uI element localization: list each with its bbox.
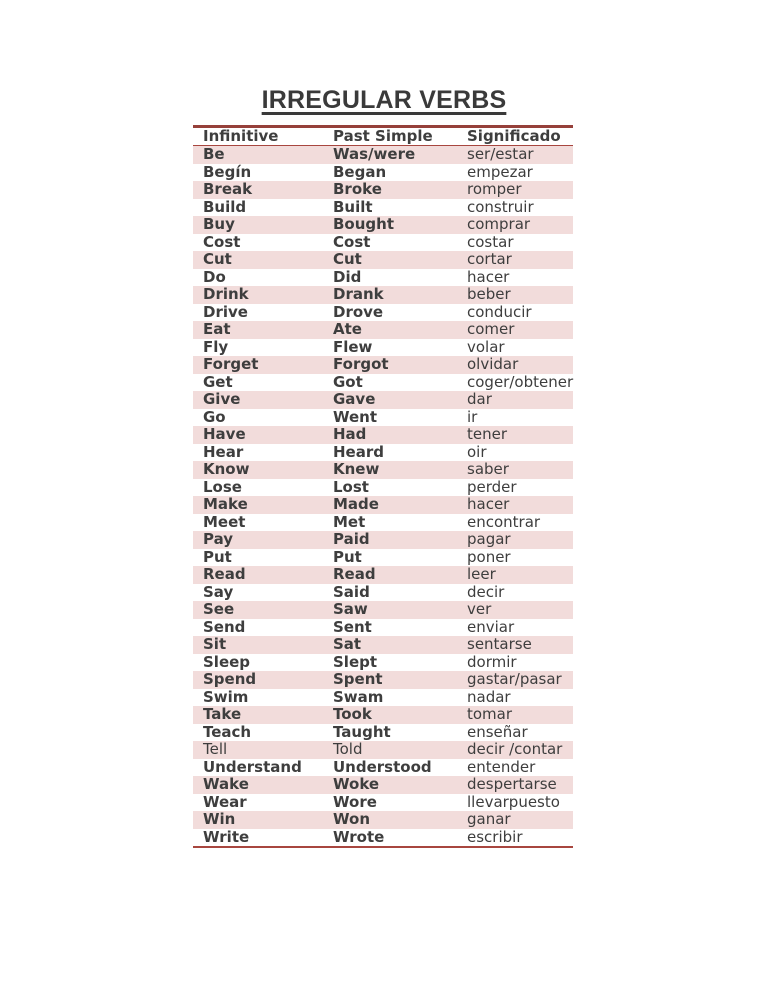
cell-infinitive: Go bbox=[203, 407, 226, 426]
table-row bbox=[193, 829, 573, 847]
cell-past-simple: Lost bbox=[333, 477, 369, 496]
cell-past-simple: Spent bbox=[333, 670, 383, 688]
cell-past-simple: Taught bbox=[333, 722, 391, 741]
cell-past-simple: Woke bbox=[333, 775, 380, 793]
cell-significado: poner bbox=[467, 547, 511, 566]
cell-infinitive: Cost bbox=[203, 232, 241, 251]
column-header-past-simple: Past Simple bbox=[333, 127, 433, 145]
cell-significado: comprar bbox=[467, 215, 531, 233]
table-row bbox=[193, 339, 573, 357]
cell-past-simple: Had bbox=[333, 425, 367, 443]
page-title bbox=[0, 86, 768, 115]
cell-infinitive: Do bbox=[203, 267, 226, 286]
cell-past-simple: Drank bbox=[333, 285, 384, 303]
cell-significado: olvidar bbox=[467, 355, 519, 373]
table-row bbox=[193, 304, 573, 322]
cell-infinitive: Build bbox=[203, 197, 247, 216]
cell-significado: decir bbox=[467, 582, 505, 601]
cell-past-simple: Got bbox=[333, 372, 363, 391]
cell-past-simple: Cut bbox=[333, 250, 362, 268]
irregular-verbs-table bbox=[193, 125, 573, 848]
cell-significado: enseñar bbox=[467, 722, 528, 741]
cell-significado: hacer bbox=[467, 267, 510, 286]
table-row bbox=[193, 479, 573, 497]
cell-significado: sentarse bbox=[467, 635, 532, 653]
cell-infinitive: Get bbox=[203, 372, 233, 391]
cell-significado: enviar bbox=[467, 617, 515, 636]
table-row bbox=[193, 234, 573, 252]
cell-significado: despertarse bbox=[467, 775, 557, 793]
cell-infinitive: Cut bbox=[203, 250, 232, 268]
cell-significado: entender bbox=[467, 757, 536, 776]
cell-infinitive: Sit bbox=[203, 635, 227, 653]
page-title-text: IRREGULAR VERBS bbox=[261, 86, 507, 114]
cell-past-simple: Began bbox=[333, 162, 387, 181]
cell-past-simple: Went bbox=[333, 407, 378, 426]
cell-past-simple: Sat bbox=[333, 635, 362, 653]
cell-past-simple: Sent bbox=[333, 617, 372, 636]
cell-past-simple: Heard bbox=[333, 442, 384, 461]
cell-significado: coger/obtener bbox=[467, 372, 574, 391]
table-row bbox=[193, 269, 573, 287]
table-row bbox=[193, 794, 573, 812]
table-row bbox=[193, 741, 573, 759]
table-row bbox=[193, 811, 573, 829]
cell-infinitive: Spend bbox=[203, 670, 257, 688]
cell-infinitive: Put bbox=[203, 547, 232, 566]
table-row bbox=[193, 496, 573, 514]
cell-infinitive: Sleep bbox=[203, 652, 251, 671]
cell-past-simple: Ate bbox=[333, 320, 362, 338]
cell-infinitive: Begín bbox=[203, 162, 252, 181]
cell-past-simple: Told bbox=[333, 740, 363, 758]
cell-infinitive: Be bbox=[203, 145, 225, 163]
cell-infinitive: Wear bbox=[203, 792, 247, 811]
cell-infinitive: Pay bbox=[203, 530, 234, 548]
table-row bbox=[193, 776, 573, 794]
cell-past-simple: Broke bbox=[333, 180, 382, 198]
cell-past-simple: Built bbox=[333, 197, 373, 216]
cell-infinitive: Meet bbox=[203, 512, 246, 531]
cell-significado: conducir bbox=[467, 302, 532, 321]
cell-past-simple: Made bbox=[333, 495, 379, 513]
cell-infinitive: Make bbox=[203, 495, 248, 513]
table-row bbox=[193, 391, 573, 409]
cell-infinitive: Break bbox=[203, 180, 253, 198]
cell-infinitive: Say bbox=[203, 582, 234, 601]
cell-significado: perder bbox=[467, 477, 517, 496]
table-row bbox=[193, 689, 573, 707]
cell-past-simple: Was/were bbox=[333, 145, 416, 163]
table-row bbox=[193, 181, 573, 199]
table-row bbox=[193, 461, 573, 479]
cell-significado: saber bbox=[467, 460, 509, 478]
cell-significado: nadar bbox=[467, 687, 511, 706]
cell-significado: leer bbox=[467, 565, 496, 583]
table-row bbox=[193, 164, 573, 182]
cell-past-simple: Met bbox=[333, 512, 366, 531]
cell-past-simple: Flew bbox=[333, 337, 373, 356]
cell-significado: costar bbox=[467, 232, 514, 251]
cell-infinitive: Buy bbox=[203, 215, 235, 233]
table-row bbox=[193, 671, 573, 689]
cell-significado: escribir bbox=[467, 827, 523, 846]
cell-past-simple: Cost bbox=[333, 232, 371, 251]
table-row bbox=[193, 584, 573, 602]
cell-infinitive: Know bbox=[203, 460, 250, 478]
cell-infinitive: Have bbox=[203, 425, 246, 443]
table-row bbox=[193, 531, 573, 549]
table-row bbox=[193, 146, 573, 164]
table-row bbox=[193, 759, 573, 777]
cell-infinitive: Teach bbox=[203, 722, 252, 741]
cell-infinitive: Hear bbox=[203, 442, 244, 461]
cell-past-simple: Said bbox=[333, 582, 370, 601]
cell-infinitive: Drink bbox=[203, 285, 249, 303]
cell-past-simple: Swam bbox=[333, 687, 384, 706]
cell-infinitive: Tell bbox=[203, 740, 228, 758]
cell-significado: tener bbox=[467, 425, 508, 443]
cell-infinitive: Take bbox=[203, 705, 242, 723]
cell-infinitive: Give bbox=[203, 390, 241, 408]
cell-significado: dar bbox=[467, 390, 492, 408]
column-header-infinitive: Infinitive bbox=[203, 127, 279, 145]
cell-infinitive: Send bbox=[203, 617, 246, 636]
table-row bbox=[193, 724, 573, 742]
cell-significado: ganar bbox=[467, 810, 511, 828]
cell-infinitive: Understand bbox=[203, 757, 302, 776]
cell-past-simple: Gave bbox=[333, 390, 376, 408]
cell-past-simple: Read bbox=[333, 565, 376, 583]
table-row bbox=[193, 321, 573, 339]
cell-past-simple: Won bbox=[333, 810, 370, 828]
cell-significado: romper bbox=[467, 180, 522, 198]
cell-significado: empezar bbox=[467, 162, 533, 181]
cell-significado: volar bbox=[467, 337, 505, 356]
table-body bbox=[193, 146, 573, 846]
cell-past-simple: Forgot bbox=[333, 355, 389, 373]
table-row bbox=[193, 654, 573, 672]
table-row bbox=[193, 706, 573, 724]
cell-past-simple: Saw bbox=[333, 600, 368, 618]
cell-past-simple: Wore bbox=[333, 792, 377, 811]
cell-past-simple: Took bbox=[333, 705, 372, 723]
cell-infinitive: See bbox=[203, 600, 235, 618]
table-row bbox=[193, 601, 573, 619]
cell-past-simple: Paid bbox=[333, 530, 370, 548]
cell-past-simple: Bought bbox=[333, 215, 395, 233]
table-row bbox=[193, 514, 573, 532]
cell-significado: cortar bbox=[467, 250, 512, 268]
cell-significado: tomar bbox=[467, 705, 513, 723]
cell-past-simple: Knew bbox=[333, 460, 380, 478]
cell-significado: oir bbox=[467, 442, 487, 461]
cell-significado: pagar bbox=[467, 530, 511, 548]
table-row bbox=[193, 356, 573, 374]
table-row bbox=[193, 216, 573, 234]
table-row bbox=[193, 426, 573, 444]
table-row bbox=[193, 636, 573, 654]
cell-significado: ser/estar bbox=[467, 145, 534, 163]
cell-significado: hacer bbox=[467, 495, 510, 513]
cell-infinitive: Lose bbox=[203, 477, 242, 496]
cell-past-simple: Wrote bbox=[333, 827, 385, 846]
cell-past-simple: Understood bbox=[333, 757, 432, 776]
table-header-row bbox=[193, 128, 573, 146]
cell-significado: encontrar bbox=[467, 512, 541, 531]
table-row bbox=[193, 619, 573, 637]
cell-infinitive: Drive bbox=[203, 302, 248, 321]
table-row bbox=[193, 444, 573, 462]
cell-past-simple: Put bbox=[333, 547, 362, 566]
cell-past-simple: Slept bbox=[333, 652, 378, 671]
cell-significado: llevarpuesto bbox=[467, 792, 560, 811]
cell-infinitive: Swim bbox=[203, 687, 249, 706]
column-header-significado: Significado bbox=[467, 127, 561, 145]
cell-significado: decir /contar bbox=[467, 740, 563, 758]
table-row bbox=[193, 251, 573, 269]
table-row bbox=[193, 549, 573, 567]
cell-significado: construir bbox=[467, 197, 534, 216]
table-row bbox=[193, 566, 573, 584]
cell-significado: ir bbox=[467, 407, 478, 426]
table-row bbox=[193, 199, 573, 217]
cell-past-simple: Did bbox=[333, 267, 362, 286]
cell-significado: beber bbox=[467, 285, 511, 303]
cell-infinitive: Eat bbox=[203, 320, 231, 338]
cell-infinitive: Read bbox=[203, 565, 246, 583]
table-row bbox=[193, 286, 573, 304]
cell-infinitive: Fly bbox=[203, 337, 229, 356]
cell-infinitive: Write bbox=[203, 827, 250, 846]
cell-infinitive: Wake bbox=[203, 775, 249, 793]
cell-infinitive: Forget bbox=[203, 355, 259, 373]
cell-significado: dormir bbox=[467, 652, 517, 671]
cell-past-simple: Drove bbox=[333, 302, 384, 321]
cell-infinitive: Win bbox=[203, 810, 236, 828]
cell-significado: comer bbox=[467, 320, 515, 338]
cell-significado: ver bbox=[467, 600, 492, 618]
table-row bbox=[193, 409, 573, 427]
table-row bbox=[193, 374, 573, 392]
cell-significado: gastar/pasar bbox=[467, 670, 562, 688]
